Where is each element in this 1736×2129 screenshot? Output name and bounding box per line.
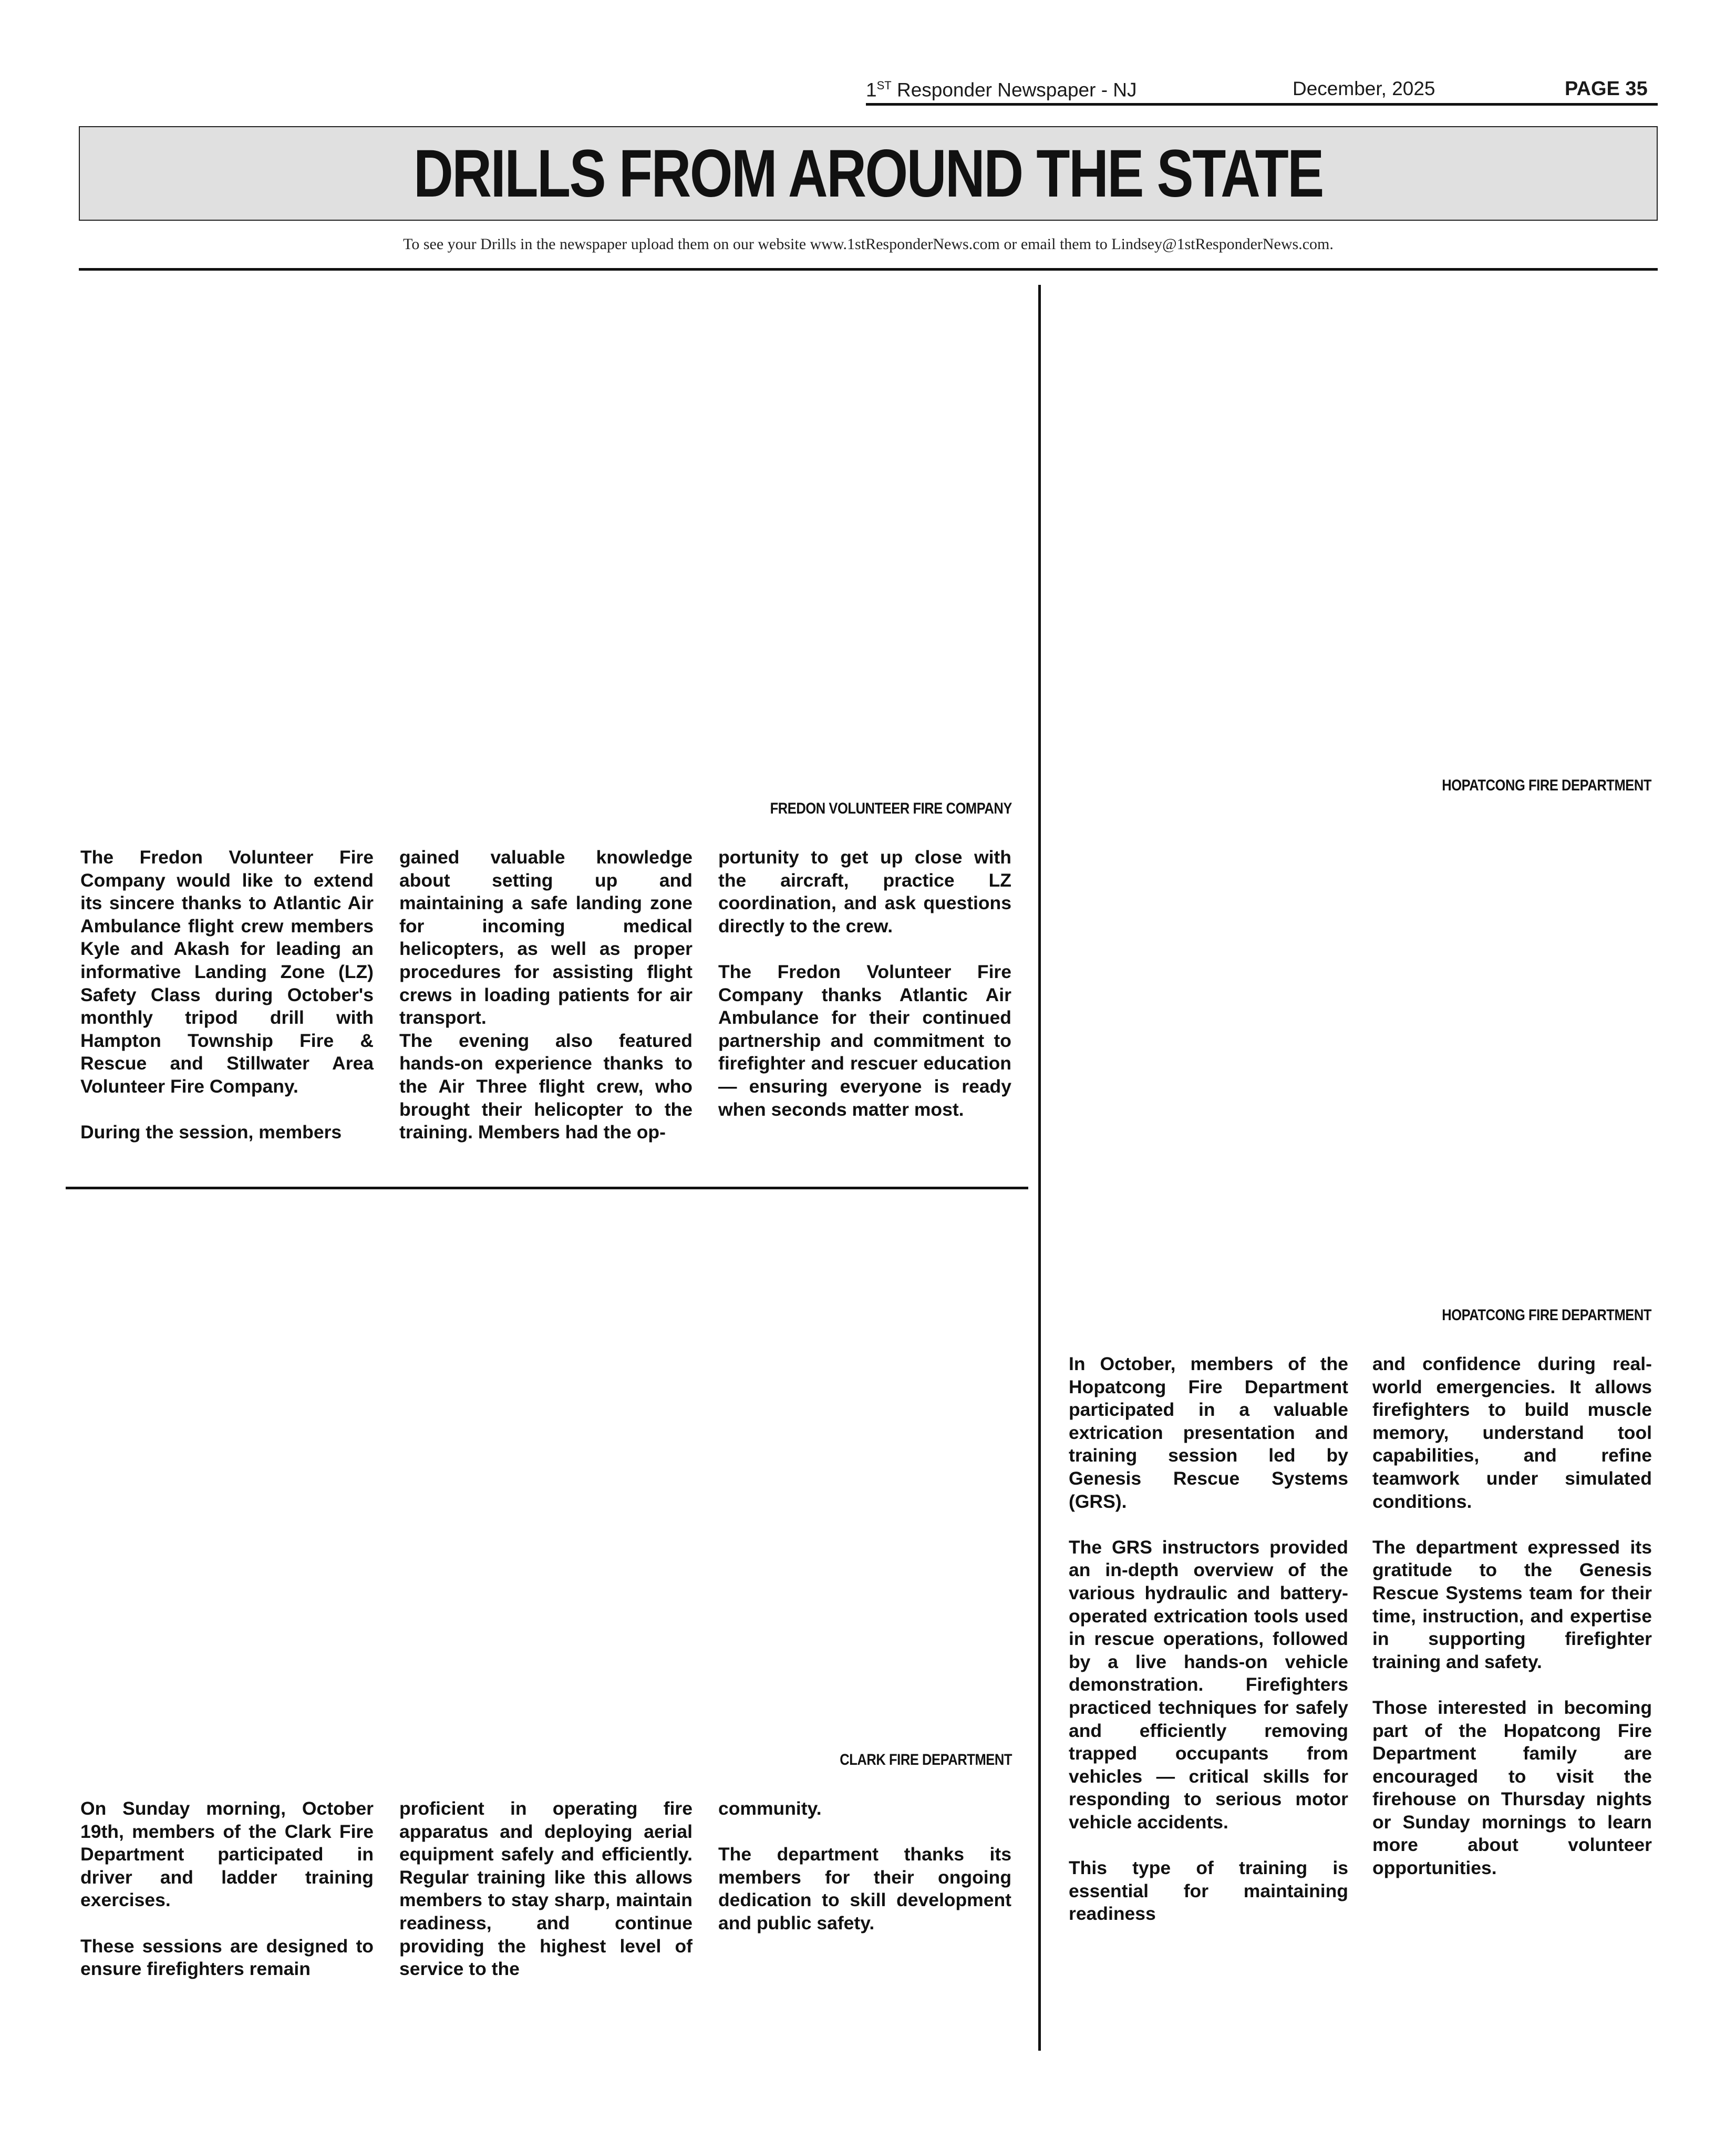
- fredon-col3-para1: portunity to get up close with the aircraft, practice LZ coordination, and ask questions directly to the crew.: [718, 847, 1011, 937]
- hopatcong-col1-para1: In October, members of the Hopatcong Fire Department participated in a valuable extrication presentation and training session led by Genesis Rescue Systems (GRS).: [1069, 1353, 1348, 1512]
- issue-date: December, 2025: [1293, 78, 1435, 99]
- column-divider: [1038, 285, 1041, 2051]
- clark-photo: [79, 1204, 1014, 1740]
- clark-column-3: [718, 1797, 1011, 1935]
- hopatcong-col1-para3: This type of training is essential for maintaining readiness: [1069, 1857, 1348, 1925]
- clark-col1-para1: On Sunday morning, October 19th, members of the Clark Fire Department participated in driver and ladder training exercises.: [80, 1798, 374, 1911]
- section-title-box: [79, 126, 1658, 221]
- hopatcong-col2-para2: The department expressed its gratitude to the Genesis Rescue Systems team for their time, instruction, and expertise in supporting firefighter training and safety.: [1372, 1536, 1652, 1672]
- hopatcong-caption-2: HOPATCONG FIRE DEPARTMENT: [1442, 1307, 1651, 1324]
- hopatcong-photo-2: [1067, 809, 1658, 1303]
- hopatcong-photo-1: [1067, 294, 1658, 775]
- section-title: DRILLS FROM AROUND THE STATE: [414, 136, 1323, 211]
- hopatcong-col2-para1: and confidence during real-world emergencies. It allows firefighters to build muscle memory, understand tool capabilities, and refine teamwork under simulated conditions.: [1372, 1353, 1652, 1512]
- hopatcong-caption-1: HOPATCONG FIRE DEPARTMENT: [1442, 777, 1651, 794]
- hopatcong-col2-para3: Those interested in becoming part of the Hopatcong Fire Department family are encouraged to visit the firehouse on Thursday nights or Sunday mornings to learn more about volunteer opportunities.: [1372, 1696, 1652, 1879]
- hopatcong-col1-para2: The GRS instructors provided an in-depth overview of the various hydraulic and battery-operated extrication tools used in rescue operations, followed by a live hands-on vehicle demonstration. Firefighters practiced techniques for safely and efficiently removing trapped occupants from vehicles — critical skills for responding to serious motor vehicle accidents.: [1069, 1536, 1348, 1833]
- clark-col2-para1: proficient in operating fire apparatus and deploying aerial equipment safely and efficiently. Regular training like this allows members to stay sharp, maintain readiness, and continue providing the highest level of service to the: [399, 1798, 693, 1980]
- page-number: PAGE 35: [1565, 78, 1648, 100]
- newspaper-name: [866, 79, 1137, 101]
- newspaper-name-rest: Responder Newspaper - NJ: [891, 79, 1137, 101]
- fredon-photo: [79, 294, 1014, 794]
- fredon-column-1: [80, 846, 374, 1144]
- hopatcong-column-1: [1069, 1353, 1348, 1926]
- newspaper-name-prefix: 1: [866, 79, 877, 101]
- clark-column-2: [399, 1797, 693, 1981]
- hopatcong-column-2: [1372, 1353, 1652, 1880]
- fredon-col3-para2: The Fredon Volunteer Fire Company thanks Atlantic Air Ambulance for their continued partnership and commitment to firefighter and rescuer education — ensuring everyone is ready when seconds matter most.: [718, 961, 1011, 1120]
- header-rule: [866, 103, 1658, 106]
- fredon-col2-para1: gained valuable knowledge about setting up and maintaining a safe landing zone for incoming medical helicopters, as well as proper procedures for assisting flight crews in loading patients for air transport.: [399, 847, 693, 1028]
- fredon-caption: FREDON VOLUNTEER FIRE COMPANY: [770, 800, 1012, 817]
- fredon-col1-para1: The Fredon Volunteer Fire Company would like to extend its sincere thanks to Atlantic Air Ambulance flight crew members Kyle and Akash for leading an informative Landing Zone (LZ) Safety Class during October's monthly tripod drill with Hampton Township Fire & Rescue and Stillwater Area Volunteer Fire Company.: [80, 847, 374, 1097]
- clark-col3-para2: The department thanks its members for their ongoing dedication to skill development and public safety.: [718, 1844, 1011, 1933]
- title-rule: [79, 268, 1658, 271]
- story-divider: [66, 1187, 1028, 1189]
- fredon-col2-para2: The evening also featured hands-on experience thanks to the Air Three flight crew, who brought their helicopter to the training. Members had the op-: [399, 1030, 693, 1143]
- clark-caption: CLARK FIRE DEPARTMENT: [840, 1751, 1012, 1768]
- submission-note: To see your Drills in the newspaper upload them on our website www.1stResponderNews.com or email them to Lindsey@1stResponderNews.com.: [403, 235, 1334, 253]
- fredon-col1-para2: During the session, members: [80, 1122, 342, 1143]
- clark-column-1: [80, 1797, 374, 1981]
- clark-col3-para1: community.: [718, 1798, 822, 1819]
- fredon-column-3: [718, 846, 1011, 1121]
- clark-col1-para2: These sessions are designed to ensure firefighters remain: [80, 1935, 374, 1980]
- newspaper-name-sup: ST: [876, 79, 892, 92]
- fredon-column-2: [399, 846, 693, 1144]
